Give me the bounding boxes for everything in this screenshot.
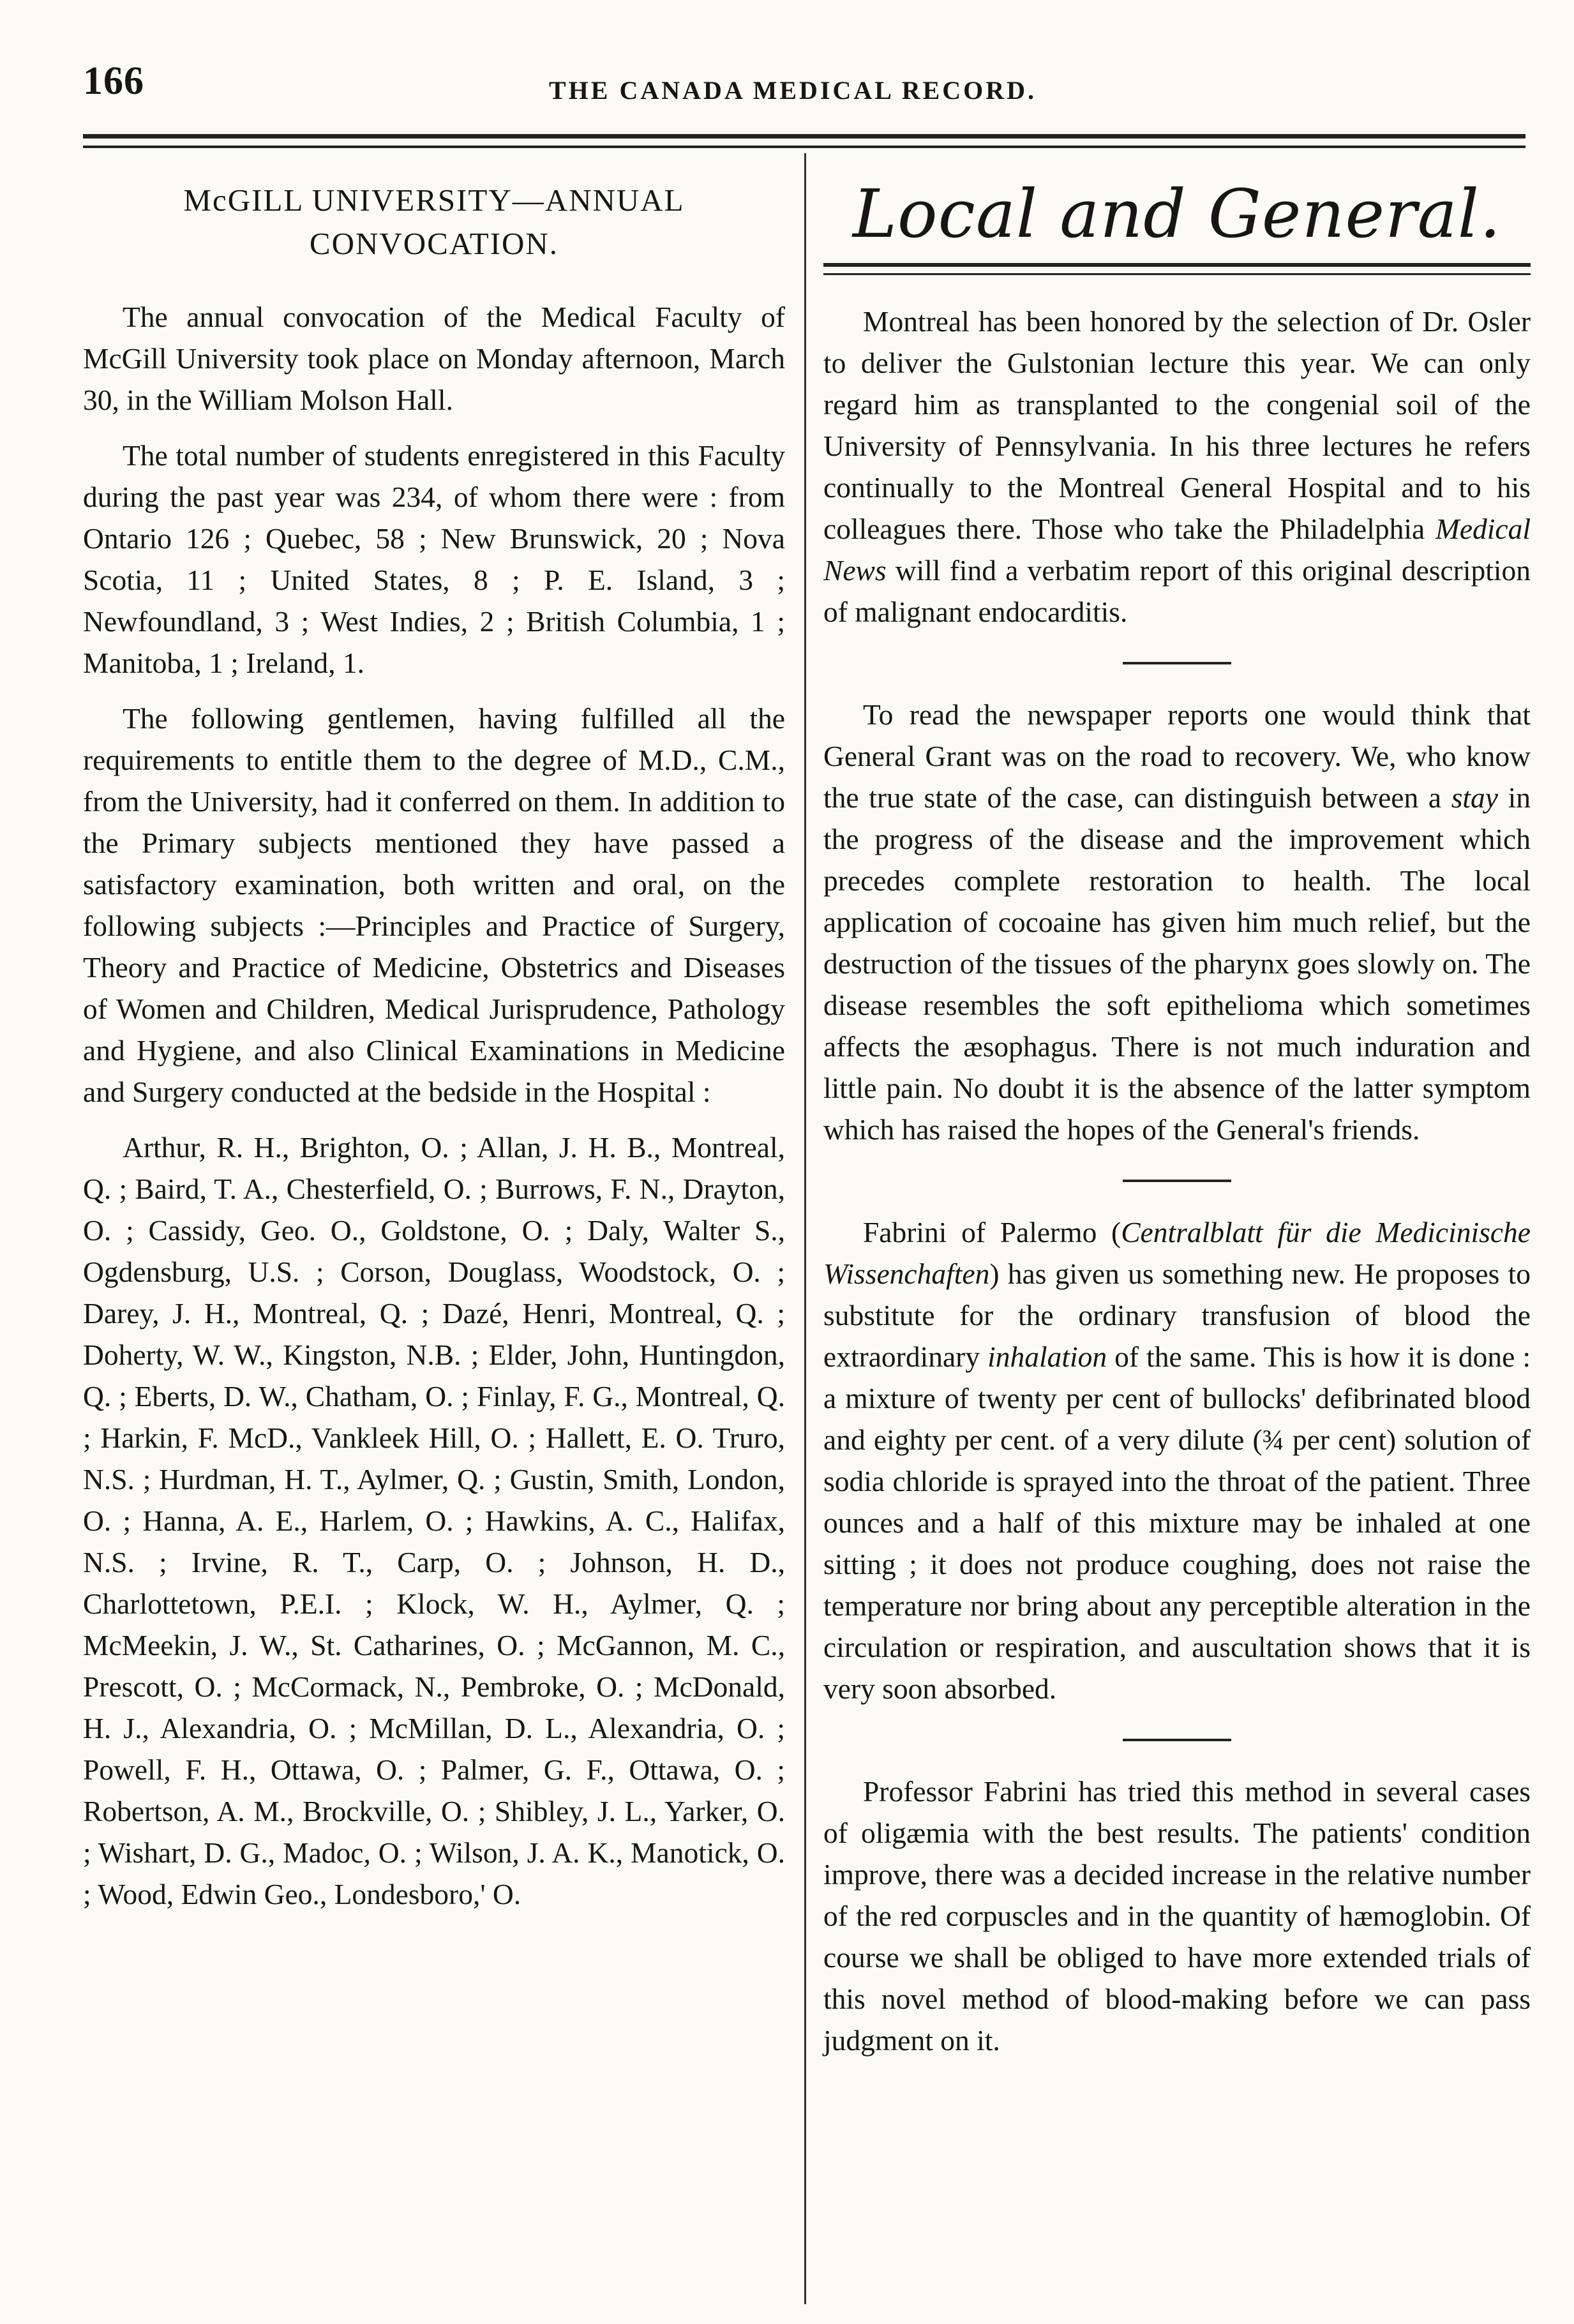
news-item-osler [823,301,1531,633]
paragraph-degrees: The following gentlemen, having fulfilled all the requirements to entitle them to the degree of M.D., C.M., from the University, had it conferred on them. In addition to the Primary subjects mentioned they have passed a satisfactory examination, both written and oral, on the following subjects :—Principles and Practice of Surgery, Theory and Practice of Medicine, Obstetrics and Diseases of Women and Children, Medical Jurisprudence, Pathology and Hygiene, and also Clinical Examinations in Medicine and Surgery conducted at the bedside in the Hospital : [83,702,785,1108]
news-item-grant [823,694,1531,1150]
section-title: Local and General. [852,175,1502,253]
news-item-fabrini-text-1: Fabrini of Palermo ( [863,1216,1121,1248]
news-item-grant-text-1: To read the newspaper reports one would think that General Grant was on the road to recovery. We, who know the true state of the case, can distinguish between a [823,698,1531,814]
page-number: 166 [83,59,144,103]
header-rule [83,134,1525,139]
news-item-fabrini [823,1211,1531,1709]
emphasis-inhalation: inhalation [987,1340,1107,1373]
emphasis-stay: stay [1451,781,1498,814]
item-divider [1123,1180,1231,1182]
header-rule-thin [83,146,1525,148]
news-item-fabrini-text-2: ) has given us something new. He proposes to substitute for the ordinary transfusion of blood the extraordinary [823,1257,1531,1373]
news-item-fabrini-text-3: of the same. This is how it is done : a mixture of twenty per cent of bullocks' defibrinated blood and eighty per cent. of a very dilute (¾ per cent) solution of sodia chloride is sprayed into the throat of the patient. Three ounces and a half of this mixture may be inhaled at one sitting ; it does not produce coughing, does not raise the temperature nor bring about any perceptible alteration in the circulation or respiration, and auscultation shows that it is very soon absorbed. [823,1340,1531,1705]
column-divider [804,153,806,2304]
article-title: McGILL UNIVERSITY—ANNUAL CONVOCATION. [183,183,685,261]
right-column [823,172,1531,2061]
section-rule [823,263,1531,267]
news-item-fabrini-results: Professor Fabrini has tried this method in several cases of oligæmia with the best results. The patients' condition improve, there was a decided increase in the relative number of the red corpuscles and in the quantity of hæmoglobin. Of course we shall be obliged to have more extended trials of this novel method of blood-making before we can pass judgment on it. [823,1775,1531,2057]
news-item-osler-text-2: will find a verbatim report of this original description of malignant endocarditis. [823,554,1531,628]
paragraph-convocation: The annual convocation of the Medical Faculty of McGill University took place on Monday afternoon, March 30, in the William Molson Hall. [83,301,785,416]
journal-title: Centralblatt für die Medicinische Wissenchaften [823,1216,1531,1290]
section-rule-thin [823,273,1531,275]
news-item-osler-text-1: Montreal has been honored by the selection of Dr. Osler to deliver the Gulstonian lecture this year. We can only regard him as transplanted to the congenial soil of the University of Pennsylvania. In his three lectures he refers continually to the Montreal General Hospital and to his colleagues there. Those who take the Philadelphia [823,305,1531,545]
graduates-list: Arthur, R. H., Brighton, O. ; Allan, J. H. B., Montreal, Q. ; Baird, T. A., Chesterfield, O. ; Burrows, F. N., Drayton, O. ; Cassidy, Geo. O., Goldstone, O. ; Daly, Walter S., Ogdensburg, U.S. ; Corson, Douglass, Woodstock, O. ; Darey, J. H., Montreal, Q. ; Dazé, Henri, Montreal, Q. ; Doherty, W. W., Kingston, N.B. ; Elder, John, Huntingdon, Q. ; Eberts, D. W., Chatham, O. ; Finlay, F. G., Montreal, Q. ; Harkin, F. McD., Vankleek Hill, O. ; Hallett, E. O. Truro, N.S. ; Hurdman, H. T., Aylmer, Q. ; Gustin, Smith, London, O. ; Hanna, A. E., Harlem, O. ; Hawkins, A. C., Halifax, N.S. ; Irvine, R. T., Carp, O. ; Johnson, H. D., Charlottetown, P.E.I. ; Klock, W. H., Aylmer, Q. ; McMeekin, J. W., St. Catharines, O. ; McGannon, M. C., Prescott, O. ; McCormack, N., Pembroke, O. ; McDonald, H. J., Alexandria, O. ; McMillan, D. L., Alexandria, O. ; Powell, F. H., Ottawa, O. ; Palmer, G. F., Ottawa, O. ; Robertson, A. M., Brockville, O. ; Shibley, J. L., Yarker, O. ; Wishart, D. G., Madoc, O. ; Wilson, J. A. K., Manotick, O. ; Wood, Edwin Geo., Londesboro,' O. [83,1131,785,1910]
news-item-grant-text-2: in the progress of the disease and the improvement which precedes complete restoration to health. The local application of cocoaine has given him much relief, but the destruction of the tissues of the pharynx goes slowly on. The disease resembles the soft epithelioma which sometimes affects the æsophagus. There is not much induration and little pain. No doubt it is the absence of the latter symptom which has raised the hopes of the General's friends. [823,781,1531,1146]
paragraph-enrolment: The total number of students enregistered in this Faculty during the past year was 234, of whom there were : from Ontario 126 ; Quebec, 58 ; New Brunswick, 20 ; Nova Scotia, 11 ; United States, 8 ; P. E. Island, 3 ; Newfoundland, 3 ; West Indies, 2 ; British Columbia, 1 ; Manitoba, 1 ; Ireland, 1. [83,439,785,679]
left-column [83,179,785,1929]
running-title: THE CANADA MEDICAL RECORD. [549,76,1037,105]
journal-title: Medical News [823,513,1531,587]
item-divider [1123,1739,1231,1741]
item-divider [1123,662,1231,664]
